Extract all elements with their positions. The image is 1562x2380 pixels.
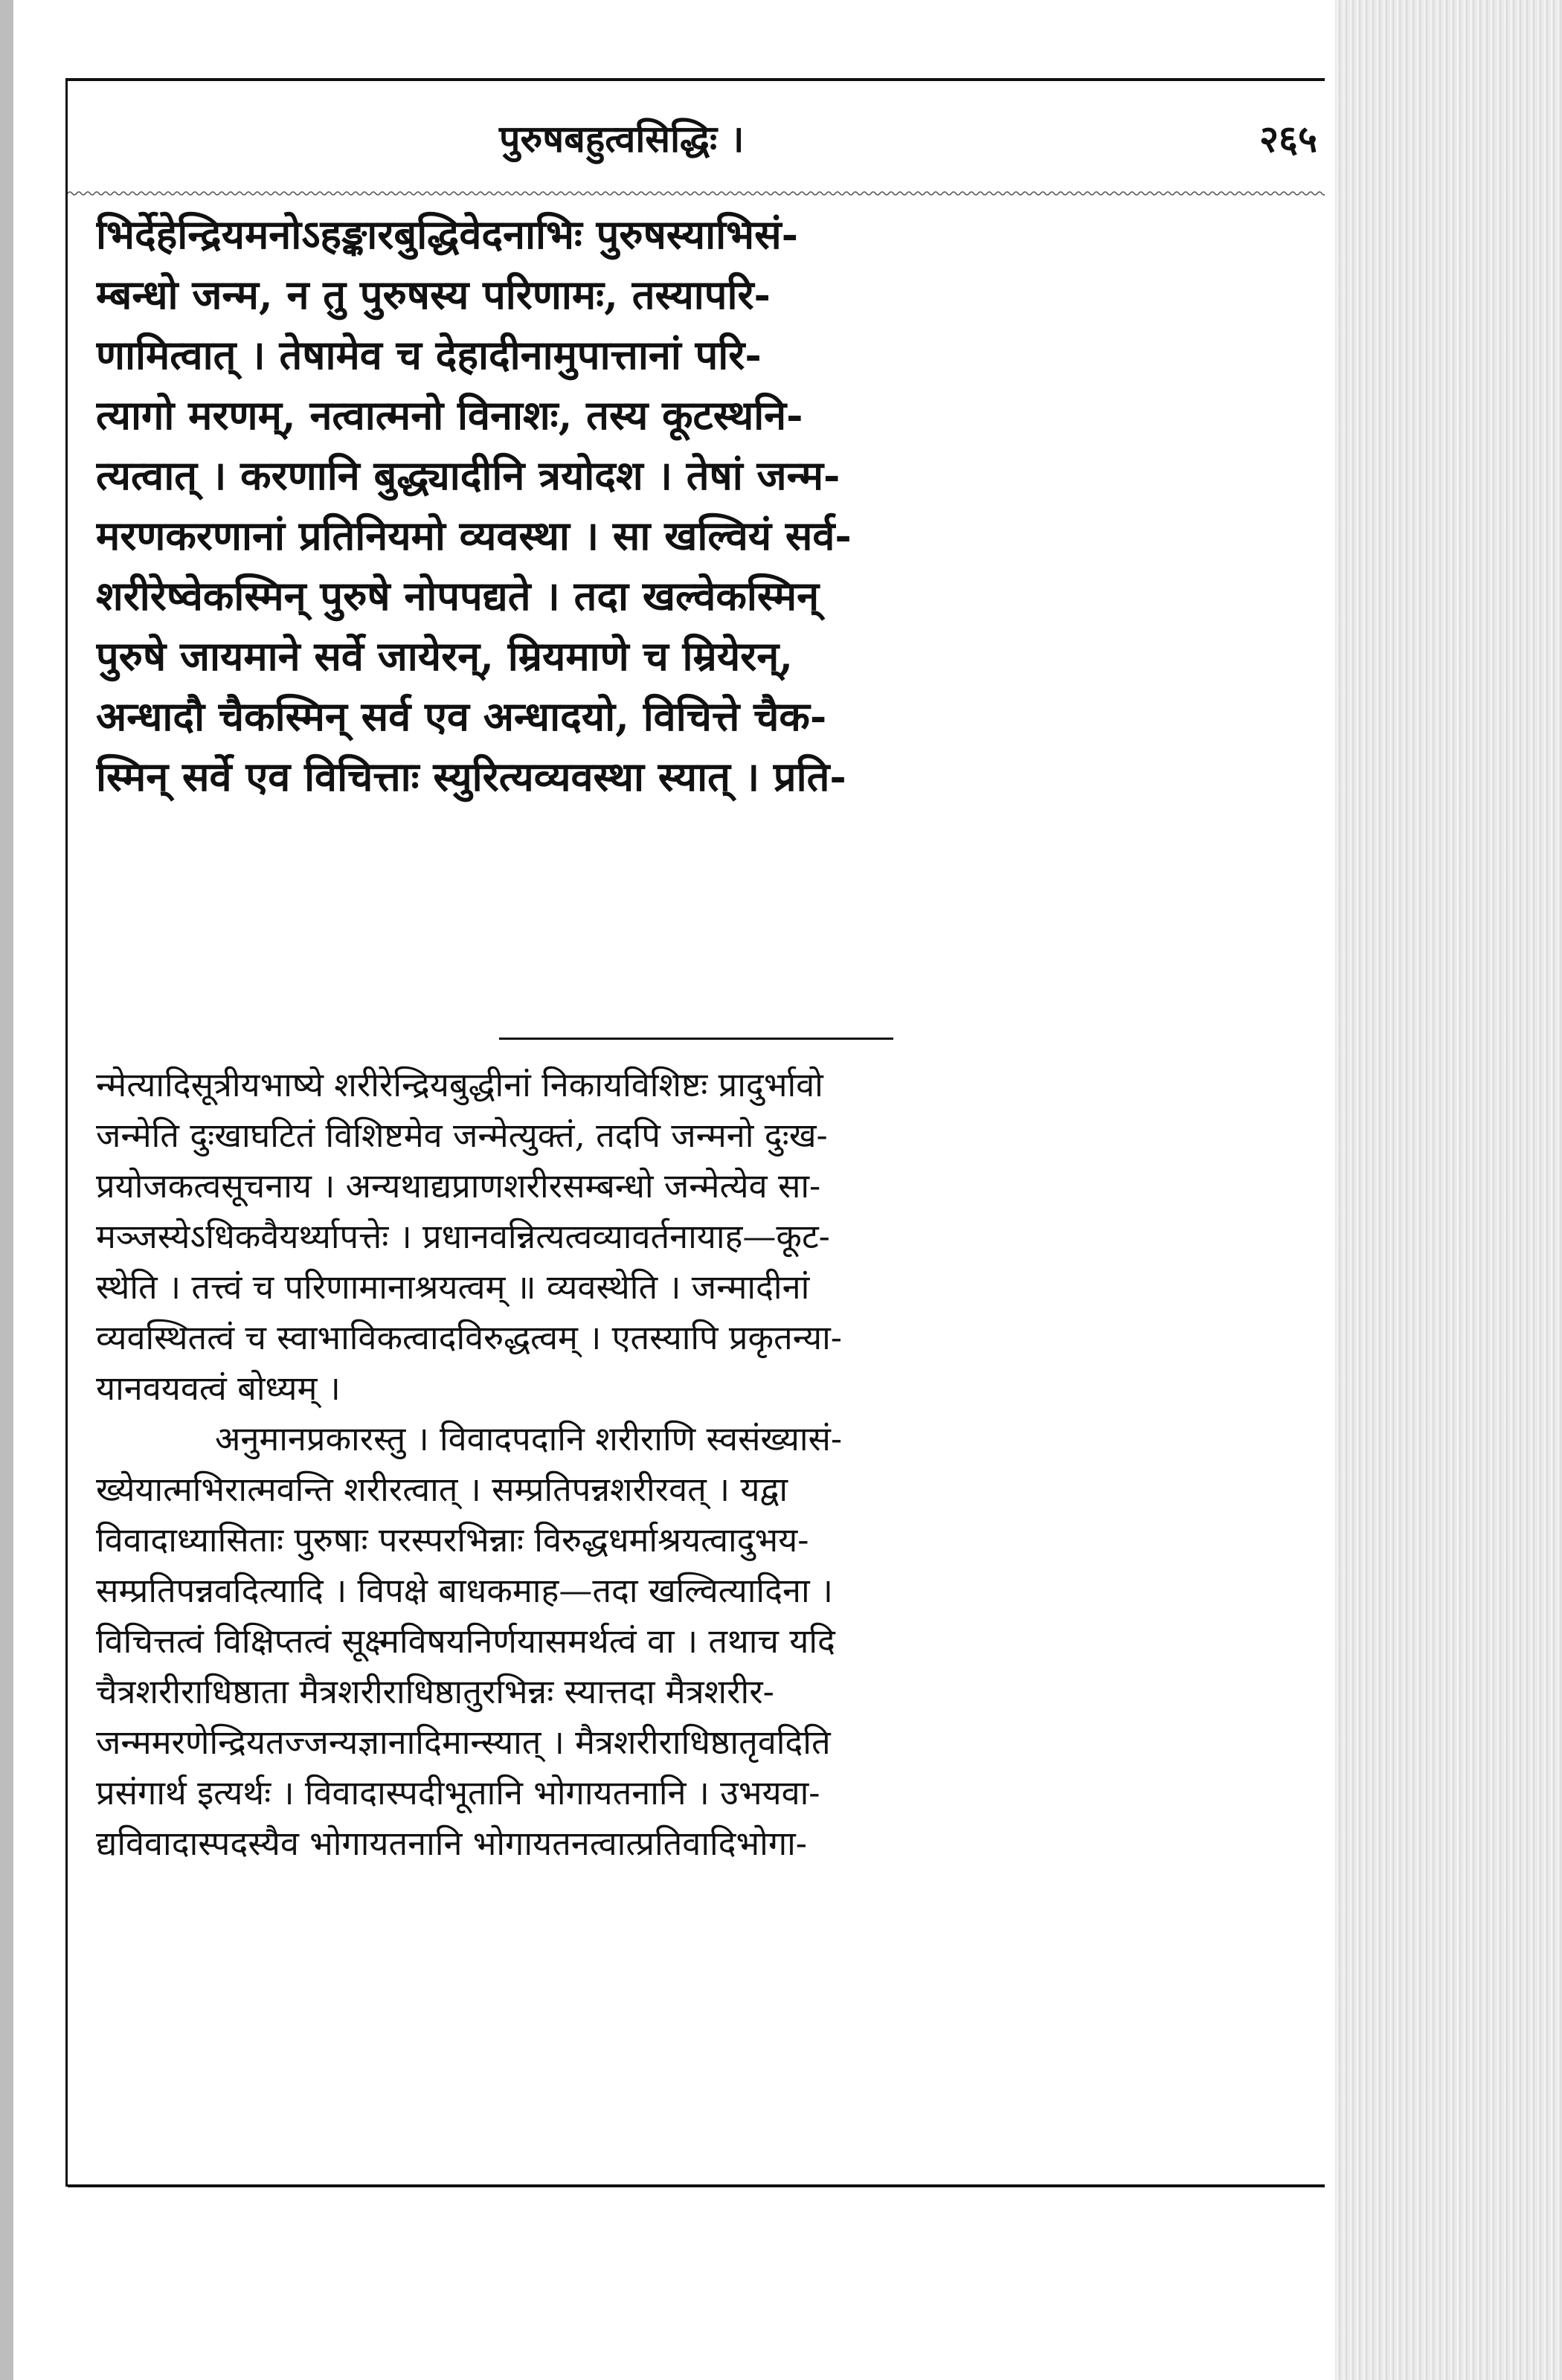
commentary-line: प्रयोजकत्वसूचनाय । अन्यथाद्यप्राणशरीरसम्बन्धो जन्मेत्येव सा- xyxy=(96,1166,821,1206)
main-text-line: णामित्वात् । तेषामेव च देहादीनामुपात्तानां परि- xyxy=(96,331,762,379)
scan-edge-left xyxy=(0,0,13,2380)
book-gutter xyxy=(1335,0,1562,2380)
top-rule xyxy=(68,78,1325,81)
commentary-line: विचित्तत्वं विक्षिप्तत्वं सूक्ष्मविषयनिर्णयासमर्थत्वं वा । तथाच यदि xyxy=(96,1621,835,1661)
commentary-line: सम्प्रतिपन्नवदित्यादि । विपक्षे बाधकमाह—तदा खल्वित्यादिना । xyxy=(96,1571,833,1610)
bottom-rule xyxy=(68,2184,1325,2187)
section-divider xyxy=(499,1038,893,1040)
commentary-line: न्मेत्यादिसूत्रीयभाष्ये शरीरेन्द्रियबुद्धीनां निकायविशिष्टः प्रादुर्भावो xyxy=(96,1065,823,1104)
commentary-line: स्थेति । तत्त्वं च परिणामानाश्रयत्वम् ॥ व्यवस्थेति । जन्मादीनां xyxy=(96,1267,810,1307)
page-number: २६५ xyxy=(1259,117,1317,161)
wavy-divider xyxy=(68,190,1325,197)
commentary-line: प्रसंगार्थ इत्यर्थः । विवादास्पदीभूतानि भोगायतनानि । उभयवा- xyxy=(96,1773,820,1813)
main-text-line: म्बन्धो जन्म, न तु पुरुषस्य परिणामः, तस्यापरि- xyxy=(96,271,771,318)
commentary-line: विवादाध्यासिताः पुरुषाः परस्परभिन्नाः विरुद्धधर्माश्रयत्वादुभय- xyxy=(96,1520,809,1560)
commentary-line: यानवयवत्वं बोध्यम् । xyxy=(96,1368,341,1408)
main-text-line: मरणकरणानां प्रतिनियमो व्यवस्था । सा खल्वियं सर्व- xyxy=(96,512,852,559)
commentary-line: मञ्जस्येऽधिकवैयर्थ्यापत्तेः । प्रधानवन्नित्यत्वव्यावर्तनायाह—कूट- xyxy=(96,1217,830,1256)
commentary-line: अनुमानप्रकारस्तु । विवादपदानि शरीराणि स्वसंख्यासं- xyxy=(215,1419,843,1458)
commentary-line: जन्मेति दुःखाघटितं विशिष्टमेव जन्मेत्युक्तं, तदपि जन्मनो दुःख- xyxy=(96,1116,828,1155)
main-text-line: पुरुषे जायमाने सर्वे जायेरन्, म्रियमाणे च म्रियेरन्, xyxy=(96,632,794,680)
main-text-line: शरीरेष्वेकस्मिन् पुरुषे नोपपद्यते । तदा खल्वेकस्मिन् xyxy=(96,572,820,620)
commentary-line: ख्येयात्मभिरात्मवन्ति शरीरत्वात् । सम्प्रतिपन्नशरीरवत् । यद्वा xyxy=(96,1470,788,1509)
main-text-line: त्यत्वात् । करणानि बुद्ध्यादीनि त्रयोदश । तेषां जन्म- xyxy=(96,451,841,499)
commentary-text xyxy=(96,1060,1301,1869)
running-title: पुरुषबहुत्वसिद्धिः । xyxy=(499,117,745,161)
main-text-line: अन्धादौ चैकस्मिन् सर्व एव अन्धादयो, विचित्ते चैक- xyxy=(96,692,827,740)
commentary-line: चैत्रशरीराधिष्ठाता मैत्रशरीराधिष्ठातुरभिन्नः स्यात्तदा मैत्रशरीर- xyxy=(96,1672,774,1711)
commentary-line: जन्ममरणेन्द्रियतज्जन्यज्ञानादिमान्स्यात् । मैत्रशरीराधिष्ठातृवदिति xyxy=(96,1723,831,1762)
commentary-line: व्यवस्थितत्वं च स्वाभाविकत्वादविरुद्धत्वम् । एतस्यापि प्रकृतन्या- xyxy=(96,1318,842,1357)
commentary-line: द्यविवादास्पदस्यैव भोगायतनानि भोगायतनत्वात्प्रतिवादिभोगा- xyxy=(96,1824,808,1863)
main-text-line: स्मिन् सर्वे एव विचित्ताः स्युरित्यव्यवस्था स्यात् । प्रति- xyxy=(96,753,846,800)
page-header xyxy=(68,108,1325,175)
main-text-line: भिर्देहेन्द्रियमनोऽहङ्कारबुद्धिवेदनाभिः पुरुषस्याभिसं- xyxy=(96,210,798,258)
main-text-line: त्यागो मरणम्, नत्वात्मनो विनाशः, तस्य कूटस्थनि- xyxy=(96,391,803,439)
main-text xyxy=(96,205,1301,807)
book-page xyxy=(65,78,1325,2187)
